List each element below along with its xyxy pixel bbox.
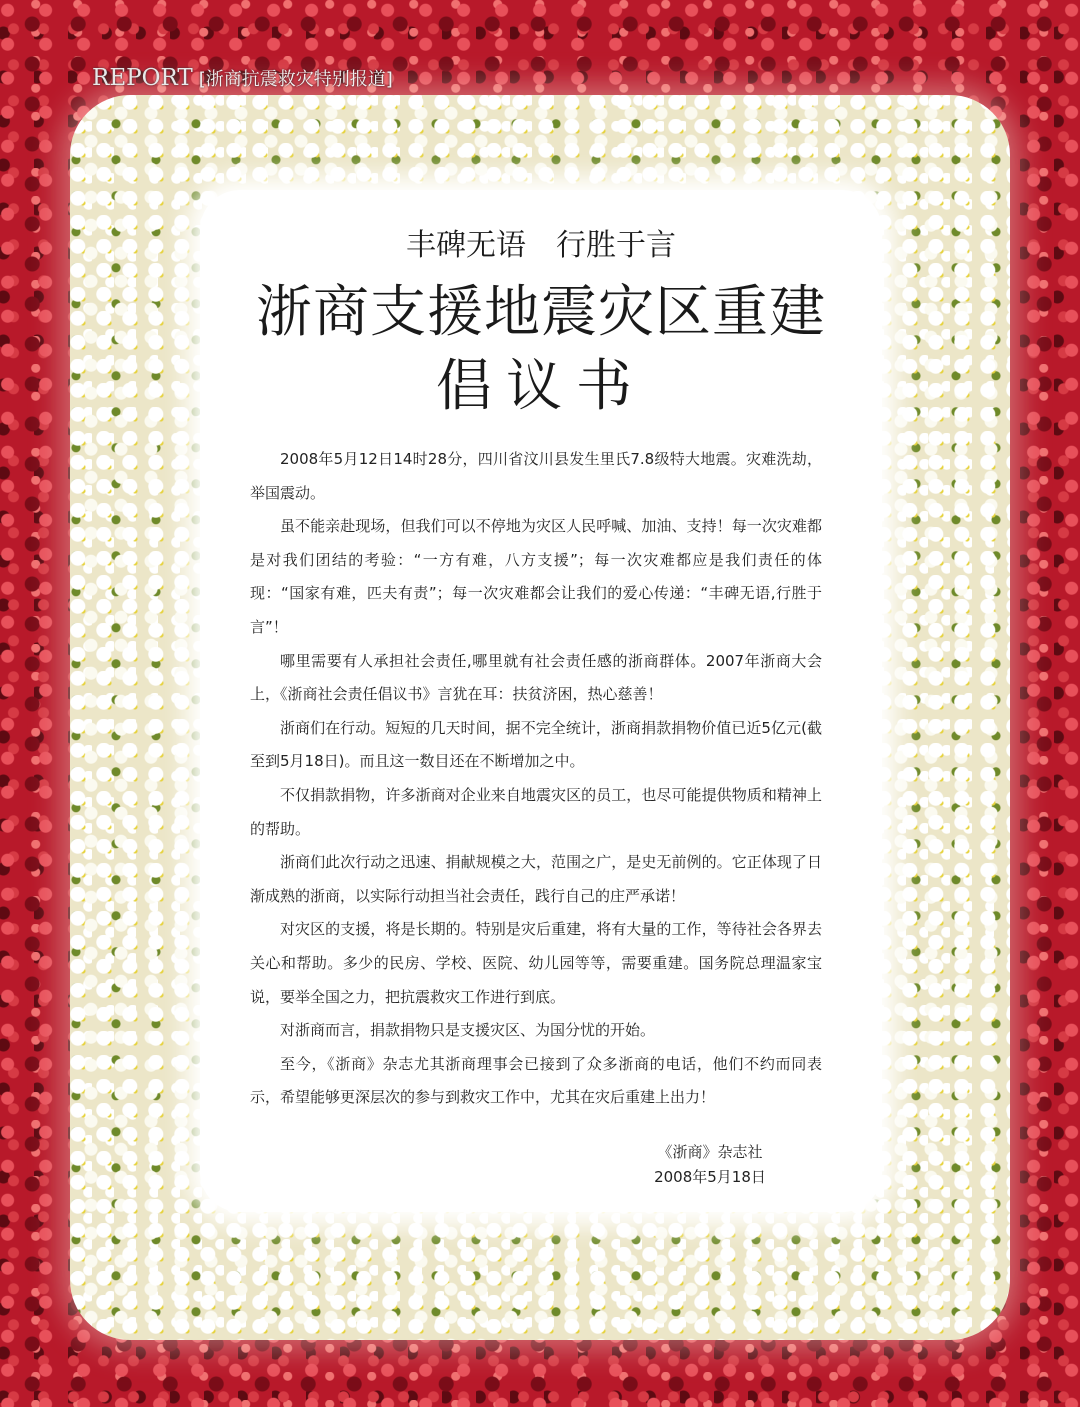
letter-body xyxy=(250,443,822,1115)
paragraph: 对浙商而言，捐款捐物只是支援灾区、为国分忧的开始。 xyxy=(280,1021,656,1040)
signature-publisher: 《浙商》杂志社 xyxy=(657,1143,763,1161)
paragraph: 浙商们在行动。短短的几天时间，据不完全统计，浙商捐款捐物价值已近5亿元(截至到5月18日)。而且这一数目还在不断增加之中。 xyxy=(250,718,822,771)
signature-block xyxy=(600,1140,820,1190)
page-title: 浙商支援地震灾区重建 xyxy=(256,280,826,345)
paragraph: 2008年5月12日14时28分，四川省汶川县发生里氏7.8级特大地震。灾难洗劫，举国震动。 xyxy=(250,450,822,502)
paragraph: 至今，《浙商》杂志尤其浙商理事会已接到了众多浙商的电话，他们不约而同表示，希望能够更深层次的参与到救灾工作中，尤其在灾后重建上出力！ xyxy=(250,1054,822,1107)
section-header xyxy=(92,63,393,93)
signature-date: 2008年5月18日 xyxy=(654,1168,766,1186)
paragraph: 浙商们此次行动之迅速、捐献规模之大，范围之广，是史无前例的。它正体现了日渐成熟的浙商，以实际行动担当社会责任，践行自己的庄严承诺！ xyxy=(250,853,822,905)
report-category: [浙商抗震救灾特别报道] xyxy=(198,69,393,90)
paragraph: 不仅捐款捐物，许多浙商对企业来自地震灾区的员工，也尽可能提供物质和精神上的帮助。 xyxy=(250,785,822,838)
page-title-line2: 倡议书 xyxy=(436,354,646,419)
report-label: REPORT xyxy=(92,65,193,91)
paragraph: 哪里需要有人承担社会责任,哪里就有社会责任感的浙商群体。2007年浙商大会上，《浙商社会责任倡议书》言犹在耳：扶贫济困，热心慈善！ xyxy=(250,651,822,704)
paragraph: 虽不能亲赴现场，但我们可以不停地为灾区人民呼喊、加油、支持！每一次灾难都是对我们团结的考验：“一方有难，八方支援”；每一次灾难都应是我们责任的体现：“国家有难，匹夫有责”；每一次灾难都会让我们的爱心传递：“丰碑无语,行胜于言”！ xyxy=(250,517,822,636)
page-subtitle: 丰碑无语 行胜于言 xyxy=(406,228,676,263)
paragraph: 对灾区的支援，将是长期的。特别是灾后重建，将有大量的工作，等待社会各界去关心和帮助。多少的民房、学校、医院、幼儿园等等，需要重建。国务院总理温家宝说，要举全国之力，把抗震救灾工作进行到底。 xyxy=(250,920,822,1006)
